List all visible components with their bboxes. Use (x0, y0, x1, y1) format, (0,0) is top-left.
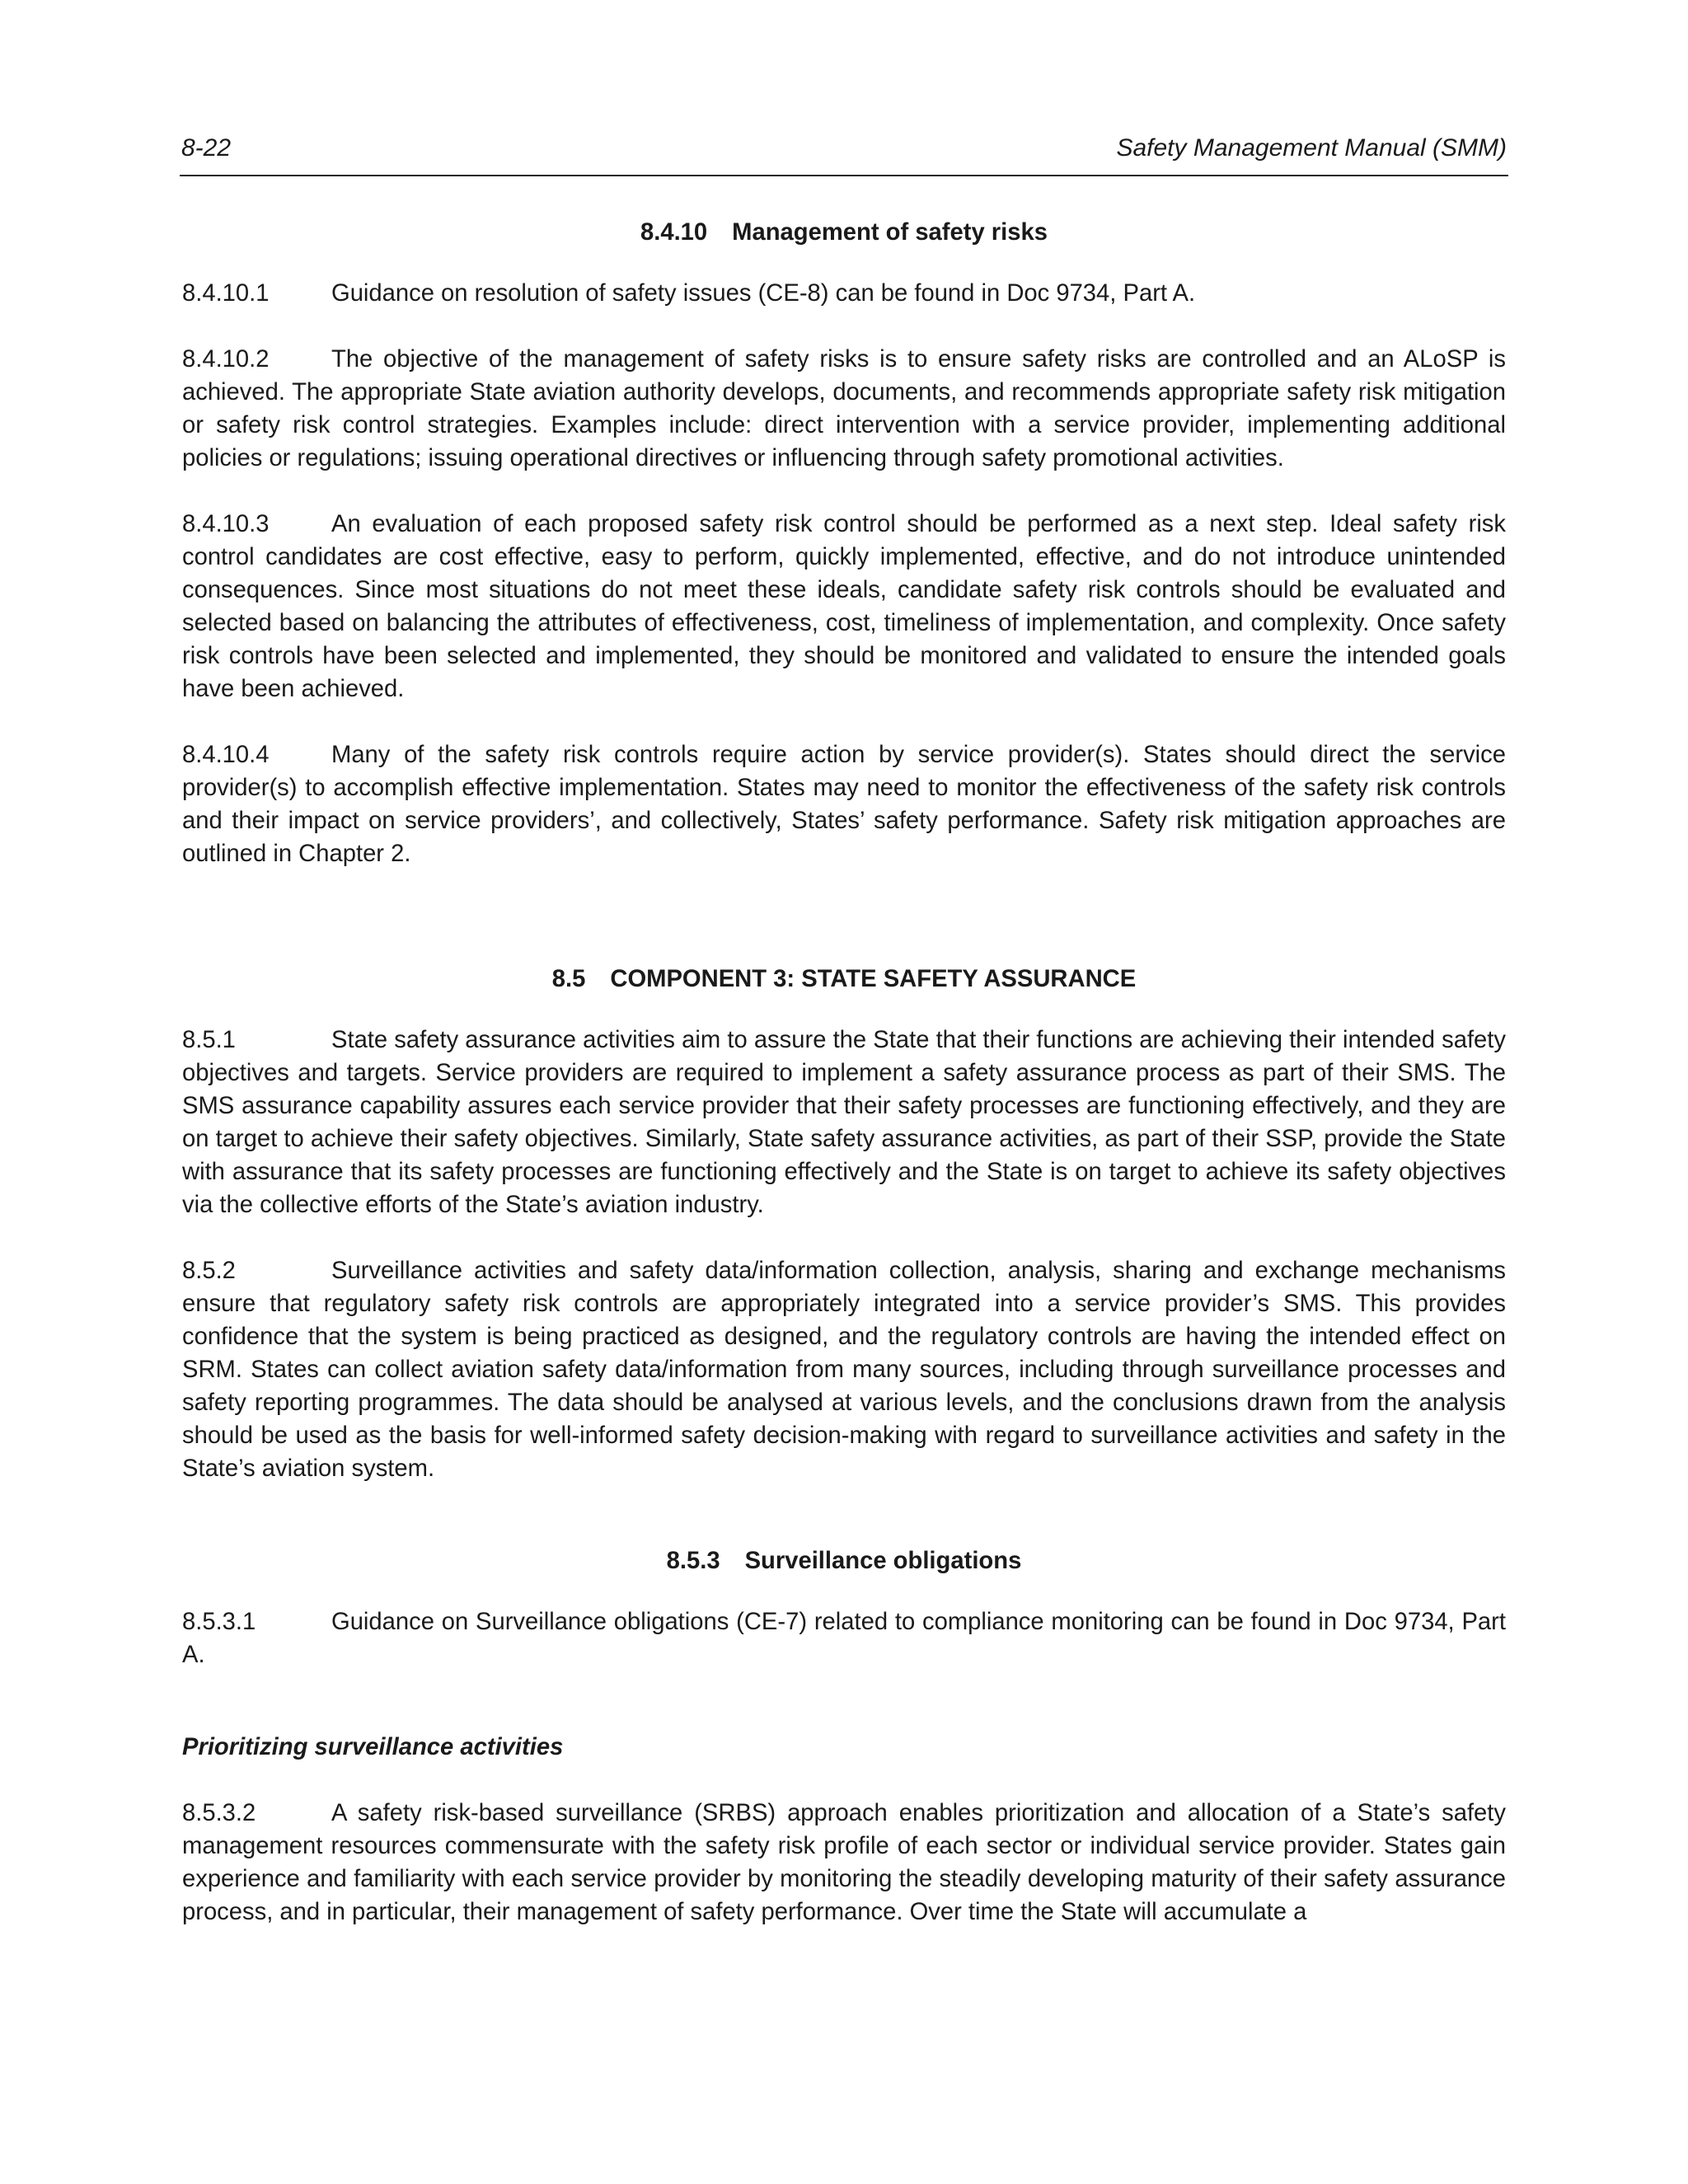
section-title: Management of safety risks (732, 219, 1048, 246)
paragraph-8-5-1 (182, 1024, 1506, 1221)
paragraph-8-5-2 (182, 1254, 1506, 1485)
paragraph-number: 8.4.10.4 (182, 742, 270, 768)
paragraph-number: 8.4.10.3 (182, 511, 270, 537)
paragraph-8-4-10-4 (182, 738, 1506, 870)
section-number: 8.5.3 (666, 1548, 720, 1574)
paragraph-number: 8.5.1 (182, 1027, 236, 1053)
section-heading-8-5 (182, 963, 1506, 996)
paragraph-number: 8.5.3.1 (182, 1609, 256, 1635)
section-title: COMPONENT 3: STATE SAFETY ASSURANCE (610, 966, 1137, 992)
paragraph-text: Surveillance activities and safety data/information collection, analysis, sharing and exchange mechanisms ensure that regulatory safety risk controls are appropriately integrated into a service provider’s SMS. This provides confidence that the system is being practiced as designed, and the regulatory controls are having the intended effect on SRM. States can collect aviation safety data/information from many sources, including through surveillance processes and safety reporting programmes. The data should be analysed at various levels, and the conclusions drawn from the analysis should be used as the basis for well-informed safety decision-making with regard to surveillance activities and safety in the State’s aviation system. (182, 1258, 1506, 1482)
paragraph-text: Guidance on Surveillance obligations (CE-7) related to compliance monitoring can be found in Doc 9734, Part A. (182, 1609, 1506, 1668)
running-header (180, 132, 1508, 176)
paragraph-8-5-3-1 (182, 1605, 1506, 1671)
paragraph-number: 8.4.10.2 (182, 346, 270, 373)
paragraph-text: A safety risk-based surveillance (SRBS) approach enables prioritization and allocation of a State’s safety management resources commensurate with the safety risk profile of each sector or individual service provider. States gain experience and familiarity with each service provider by monitoring the steadily developing maturity of their safety assurance process, and in particular, their management of safety performance. Over time the State will accumulate a (182, 1800, 1506, 1925)
section-number: 8.5 (551, 966, 586, 992)
paragraph-8-4-10-1 (182, 277, 1506, 310)
paragraph-number: 8.5.3.2 (182, 1800, 256, 1826)
section-title: Surveillance obligations (744, 1548, 1022, 1574)
section-heading-8-4-10 (182, 216, 1506, 249)
subheading-prioritizing-surveillance: Prioritizing surveillance activities (182, 1734, 564, 1760)
paragraph-text: Guidance on resolution of safety issues (CE-8) can be found in Doc 9734, Part A. (331, 280, 1196, 307)
paragraph-text: State safety assurance activities aim to assure the State that their functions are achieving their intended safety objectives and targets. Service providers are required to implement a safety assurance process as part of their SMS. The SMS assurance capability assures each service provider that their safety processes are functioning effectively, and they are on target to achieve their safety objectives. Similarly, State safety assurance activities, as part of their SSP, provide the State with assurance that its safety processes are functioning effectively and the State is on target to achieve its safety objectives via the collective efforts of the State’s aviation industry. (182, 1027, 1506, 1218)
section-heading-8-5-3 (182, 1544, 1506, 1577)
paragraph-text: An evaluation of each proposed safety risk control should be performed as a next step. Ideal safety risk control candidates are cost effective, easy to perform, quickly implemented, effective, and do not introduce unintended consequences. Since most situations do not meet these ideals, candidate safety risk controls should be evaluated and selected based on balancing the attributes of effectiveness, cost, timeliness of implementation, and complexity. Once safety risk controls have been selected and implemented, they should be monitored and validated to ensure the intended goals have been achieved. (182, 511, 1506, 702)
paragraph-8-4-10-3 (182, 508, 1506, 705)
page-number: 8-22 (181, 134, 232, 162)
paragraph-number: 8.4.10.1 (182, 280, 270, 307)
page-content (182, 216, 1506, 1929)
section-number: 8.4.10 (640, 219, 708, 246)
paragraph-8-5-3-2 (182, 1797, 1506, 1929)
paragraph-8-4-10-2 (182, 343, 1506, 475)
paragraph-number: 8.5.2 (182, 1258, 236, 1284)
document-title: Safety Management Manual (SMM) (1116, 134, 1507, 162)
paragraph-text: The objective of the management of safety risks is to ensure safety risks are controlled and an ALoSP is achieved. The appropriate State aviation authority develops, documents, and recommends appropriate safety risk mitigation or safety risk control strategies. Examples include: direct intervention with a service provider, implementing additional policies or regulations; issuing operational directives or influencing through safety promotional activities. (182, 346, 1506, 471)
paragraph-text: Many of the safety risk controls require action by service provider(s). States should direct the service provider(s) to accomplish effective implementation. States may need to monitor the effectiveness of the safety risk controls and their impact on service providers’, and collectively, States’ safety performance. Safety risk mitigation approaches are outlined in Chapter 2. (182, 742, 1506, 867)
